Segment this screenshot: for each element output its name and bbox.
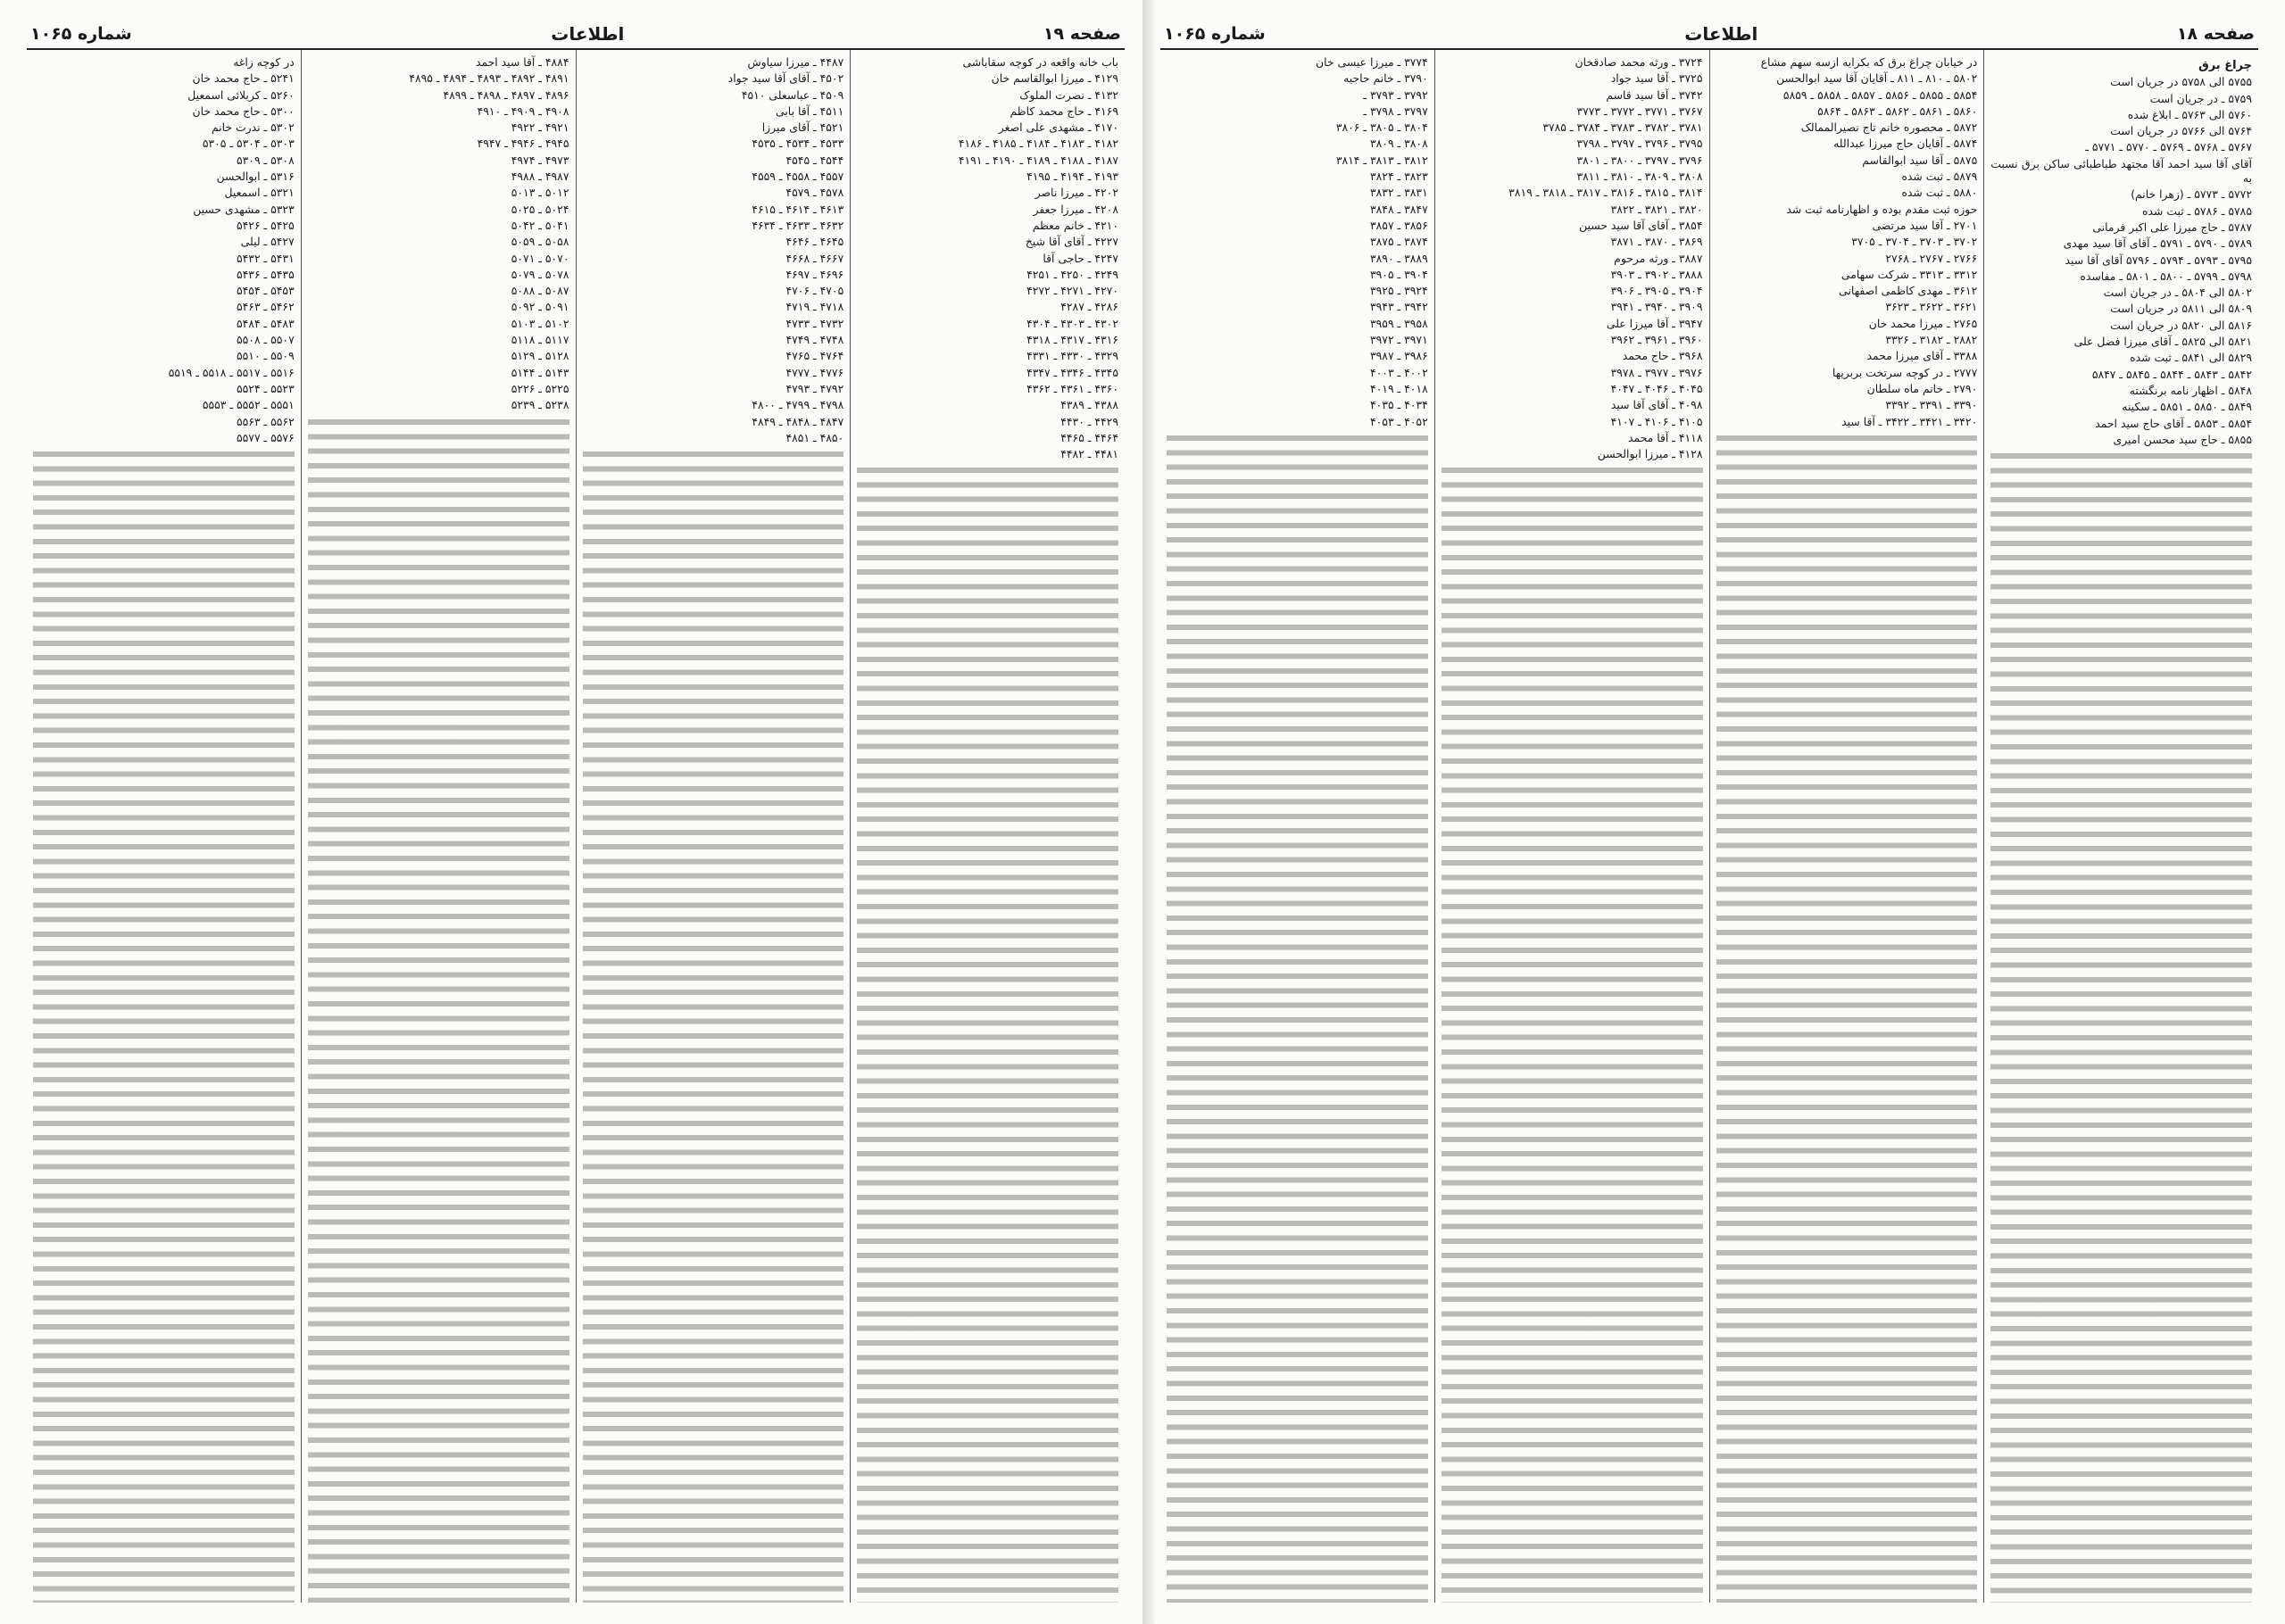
- registry-entry: ۵۸۶۰ ـ ۵۸۶۱ ـ ۵۸۶۲ ـ ۵۸۶۳ ـ ۵۸۶۴: [1817, 104, 1978, 118]
- left-page-header: [27, 20, 1125, 50]
- registry-entry: ۴۳۲۹ ـ ۴۳۳۰ ـ ۴۳۳۱: [1026, 349, 1118, 363]
- registry-entry: ۵۸۷۴ ـ آقایان حاج میرزا عبدالله: [1833, 137, 1978, 151]
- registry-entry: ۳۸۵۶ ـ ۳۸۵۷: [1369, 218, 1428, 232]
- registry-entry: ۵۷۶۴ الی ۵۷۶۶ در جریان است: [2110, 124, 2252, 138]
- registry-entry: ۴۳۸۸ ـ ۴۳۸۹: [1060, 398, 1118, 412]
- registry-entry: ۵۱۲۸ ـ ۵۱۲۹: [511, 349, 569, 363]
- registry-entry: ۴۱۳۲ ـ نصرت الملوک: [1019, 87, 1118, 102]
- registry-entry: ۲۸۸۲ ـ ۳۱۸۲ ـ ۳۳۲۶: [1885, 333, 1978, 347]
- registry-entry: ۴۷۰۵ ـ ۴۷۰۶: [785, 284, 844, 298]
- registry-entry: ۵۳۰۳ ـ ۵۳۰۴ ـ ۵۳۰۵: [202, 137, 295, 151]
- registry-entry: ۴۷۳۲ ـ ۴۷۳۳: [785, 316, 844, 330]
- registry-entry: ۵۸۸۰ ـ ثبت شده: [1901, 186, 1978, 200]
- right-page-title: اطلاعات: [1684, 23, 1758, 45]
- registry-entry: ۵۸۰۲ الی ۵۸۰۴ ـ در جریان است: [2103, 286, 2252, 300]
- registry-entry: ۳۸۳۱ ـ ۳۸۳۲: [1369, 186, 1428, 200]
- registry-entry: ۳۸۵۴ ـ آقای آقا سید حسین: [1579, 218, 1703, 232]
- registry-entry: ۲۷۶۶ ـ ۲۷۶۷ ـ ۲۷۶۸: [1885, 251, 1978, 265]
- registry-entry: ۴۷۹۲ ـ ۴۷۹۳: [785, 381, 844, 395]
- right-page-issue: شماره ۱۰۶۵: [1164, 24, 1266, 44]
- registry-entry: ۲۷۷۷ ـ در کوچه سرتخت بربریها: [1832, 365, 1978, 379]
- registry-entry: ۳۷۸۱ ـ ۳۷۸۲ ـ ۳۷۸۳ ـ ۳۷۸۴ ـ ۳۷۸۵: [1542, 120, 1703, 135]
- dense-text-block: [1167, 431, 1428, 1603]
- registry-entry: ۵۸۷۹ ـ ثبت شده: [1901, 170, 1978, 184]
- right-page-columns: [1160, 50, 2258, 1603]
- registry-entry: ۴۱۸۷ ـ ۴۱۸۸ ـ ۴۱۸۹ ـ ۴۱۹۰ ـ ۴۱۹۱: [958, 153, 1118, 167]
- registry-entry: ۳۸۲۳ ـ ۳۸۲۴: [1369, 170, 1428, 184]
- registry-entry: ۳۸۱۴ ـ ۳۸۱۵ ـ ۳۸۱۶ ـ ۳۸۱۷ ـ ۳۸۱۸ ـ ۳۸۱۹: [1508, 186, 1703, 200]
- registry-entry: ۵۰۱۲ ـ ۵۰۱۳: [511, 186, 569, 200]
- registry-entry: ۵۵۶۲ ـ ۵۵۶۳: [236, 414, 295, 428]
- registry-entry: ۵۲۲۵ ـ ۵۲۲۶: [511, 381, 569, 395]
- registry-entry: ۵۸۰۲ ـ ۸۱۰ ـ ۸۱۱ ـ آقایان آقا سید ابوالحسن: [1776, 71, 1978, 86]
- registry-entry: ۵۳۱۶ ـ ابوالحسن: [216, 170, 295, 184]
- registry-entry: ۴۵۰۲ ـ آقای آقا سید جواد: [727, 71, 844, 86]
- registry-entry: ۵۵۲۳ ـ ۵۵۲۴: [236, 381, 295, 395]
- registry-entry: ۲۷۰۱ ـ آقا سید مرتضی: [1872, 218, 1978, 232]
- registry-entry: در کوچه زاغه: [233, 55, 295, 69]
- dense-text-block: [1990, 449, 2252, 1603]
- registry-entry: ۴۹۴۵ ـ ۴۹۴۶ ـ ۴۹۴۷: [477, 137, 569, 151]
- registry-entry: ۴۶۶۷ ـ ۴۶۶۸: [785, 251, 844, 265]
- registry-entry: ۵۸۴۹ ـ ۵۸۵۰ ـ ۵۸۵۱ ـ سکینه: [2122, 400, 2252, 414]
- registry-entry: ۴۸۵۰ ـ ۴۸۵۱: [785, 430, 844, 444]
- registry-entry: ۴۵۳۳ ـ ۴۵۳۴ ـ ۴۵۳۵: [752, 137, 844, 151]
- registry-entry: ۴۸۹۶ ـ ۴۸۹۷ ـ ۴۸۹۸ ـ ۴۸۹۹: [443, 87, 569, 102]
- registry-entry: ۵۷۹۵ ـ ۵۷۹۳ ـ ۵۷۹۴ ـ ۵۷۹۶ آقای آقا سید: [2065, 253, 2252, 267]
- registry-entry: ۵۸۱۶ الی ۵۸۲۰ در جریان است: [2110, 318, 2252, 332]
- dense-text-block: [1716, 431, 1978, 1603]
- registry-entry: ۴۲۱۰ ـ خانم معظم: [1032, 218, 1118, 232]
- registry-entry: ۵۵۷۶ ـ ۵۵۷۷: [236, 430, 295, 444]
- registry-entry: ۵۳۰۰ ـ حاج محمد خان: [192, 104, 295, 118]
- registry-entry: ۵۸۵۴ ـ ۵۸۵۵ ـ ۵۸۵۶ ـ ۵۸۵۷ ـ ۵۸۵۸ ـ ۵۸۵۹: [1782, 87, 1978, 102]
- registry-entry: ۴۸۹۱ ـ ۴۸۹۲ ـ ۴۸۹۳ ـ ۴۸۹۴ ـ ۴۸۹۵: [409, 71, 569, 86]
- registry-entry: ۴۶۱۳ ـ ۴۶۱۴ ـ ۴۶۱۵: [752, 202, 844, 216]
- registry-entry: ۳۷۷۴ ـ میرزا عیسی خان: [1316, 55, 1428, 69]
- registry-entry: حوزه ثبت مقدم بوده و اظهارنامه ثبت شد: [1786, 202, 1978, 216]
- dense-text-block: [308, 415, 569, 1603]
- registry-entry: ۴۴۲۹ ـ ۴۴۳۰: [1060, 414, 1118, 428]
- registry-entry: ۴۰۱۸ ـ ۴۰۱۹: [1369, 381, 1428, 395]
- registry-entry: ۴۲۲۷ ـ آقای آقا شیخ: [1025, 235, 1118, 249]
- registry-entry: ۳۹۴۲ ـ ۳۹۴۳: [1369, 300, 1428, 314]
- registry-entry: ۲۷۶۵ ـ میرزا محمد خان: [1868, 316, 1978, 330]
- registry-entry: ۳۷۲۴ ـ ورثه محمد صادقخان: [1575, 55, 1703, 69]
- registry-entry: ۵۷۸۵ ـ ۵۷۸۶ ـ ثبت شده: [2142, 203, 2252, 218]
- registry-entry: ۴۵۲۱ ـ آقای میرزا: [761, 120, 844, 135]
- registry-entry: ۵۰۹۱ ـ ۵۰۹۲: [511, 300, 569, 314]
- registry-entry: ۵۵۵۱ ـ ۵۵۵۲ ـ ۵۵۵۳: [202, 398, 295, 412]
- registry-entry: ۴۵۱۱ ـ آقا بابی: [776, 104, 844, 118]
- registry-entry: ۴۹۷۳ ـ ۴۹۷۴: [511, 153, 569, 167]
- registry-entry: ۴۴۸۷ ـ میرزا سیاوش: [747, 55, 844, 69]
- registry-entry: ۵۴۳۵ ـ ۵۴۳۶: [236, 267, 295, 281]
- registry-entry: ۳۷۹۵ ـ ۳۷۹۶ ـ ۳۷۹۷ ـ ۳۷۹۸: [1576, 137, 1703, 151]
- registry-entry: در خیابان چراغ برق که بکرایه ازسه سهم مشاع: [1760, 55, 1978, 69]
- registry-entry: ۵۷۷۲ ـ ۵۷۷۳ ـ (زهرا خانم): [2131, 187, 2252, 202]
- registry-entry: ۳۹۰۴ ـ ۳۹۰۵: [1369, 267, 1428, 281]
- registry-entry: ۵۸۴۲ ـ ۵۸۴۳ ـ ۵۸۴۴ ـ ۵۸۴۵ ـ ۵۸۴۷: [2091, 367, 2252, 381]
- registry-entry: ۳۸۰۸ ـ ۳۸۰۹ ـ ۳۸۱۰ ـ ۳۸۱۱: [1576, 170, 1703, 184]
- registry-entry: ۵۳۰۲ ـ ندرت خانم: [211, 120, 295, 135]
- registry-entry: ۵۴۳۱ ـ ۵۴۳۲: [236, 251, 295, 265]
- registry-entry: ۵۸۲۱ الی ۵۸۲۵ ـ آقای میرزا فضل علی: [2073, 335, 2252, 349]
- registry-entry: ۳۸۷۴ ـ ۳۸۷۵: [1369, 235, 1428, 249]
- registry-entry: ۴۰۴۵ ـ ۴۰۴۶ ـ ۴۰۴۷: [1610, 381, 1703, 395]
- registry-entry: ۵۴۶۲ ـ ۵۴۶۳: [236, 300, 295, 314]
- registry-entry: ۵۷۵۵ الی ۵۷۵۸ در جریان است: [2110, 75, 2252, 89]
- registry-entry: آقای آقا سید احمد آقا مجتهد طباطبائی ساکن برق نسبت به: [1990, 156, 2252, 186]
- registry-entry: ۵۳۲۳ ـ مشهدی حسین: [193, 202, 295, 216]
- registry-entry: ۳۸۸۷ ـ ورثه مرحوم: [1614, 251, 1703, 265]
- registry-entry: ۳۳۹۰ ـ ۳۳۹۱ ـ ۳۳۹۲: [1885, 398, 1978, 412]
- registry-entry: ۵۳۰۸ ـ ۵۳۰۹: [236, 153, 295, 167]
- right-page-header: [1160, 20, 2258, 50]
- dense-text-block: [1442, 463, 1703, 1603]
- text-column: [1160, 50, 1434, 1603]
- text-column: [301, 50, 576, 1603]
- registry-entry: ۴۷۴۸ ـ ۴۷۴۹: [785, 333, 844, 347]
- registry-entry: ۳۸۶۹ ـ ۳۸۷۰ ـ ۳۸۷۱: [1610, 235, 1703, 249]
- registry-entry: ۵۵۰۹ ـ ۵۵۱۰: [236, 349, 295, 363]
- registry-entry: ۴۷۶۴ ـ ۴۷۶۵: [785, 349, 844, 363]
- registry-entry: ۴۳۶۰ ـ ۴۳۶۱ ـ ۴۳۶۲: [1026, 381, 1118, 395]
- registry-entry: ۳۸۱۲ ـ ۳۸۱۳ ـ ۳۸۱۴: [1335, 153, 1428, 167]
- right-page: [1142, 0, 2285, 1624]
- registry-entry: ۴۱۱۸ ـ آقا محمد: [1627, 430, 1703, 444]
- registry-entry: ۴۲۰۲ ـ میرزا ناصر: [1034, 186, 1118, 200]
- registry-entry: ۲۷۹۰ ـ خانم ماه سلطان: [1866, 381, 1978, 395]
- registry-entry: ۳۷۲۵ ـ آقا سید جواد: [1610, 71, 1703, 86]
- registry-entry: ۳۹۴۷ ـ آقا میرزا علی: [1606, 316, 1703, 330]
- registry-entry: ۵۰۷۰ ـ ۵۰۷۱: [511, 251, 569, 265]
- text-column: [1709, 50, 1984, 1603]
- registry-entry: ۴۷۹۸ ـ ۴۷۹۹ ـ ۴۸۰۰: [752, 398, 844, 412]
- registry-entry: ۵۸۲۹ الی ۵۸۴۱ ـ ثبت شده: [2130, 351, 2252, 365]
- registry-entry: ۵۷۶۷ ـ ۵۷۶۸ ـ ۵۷۶۹ ـ ۵۷۷۰ ـ ۵۷۷۱ ـ: [2085, 140, 2252, 154]
- registry-entry: ۴۱۲۹ ـ میرزا ابوالقاسم خان: [991, 71, 1118, 86]
- registry-entry: ۴۴۸۱ ـ ۴۴۸۲: [1060, 447, 1118, 461]
- registry-entry: ۴۶۳۲ ـ ۴۶۳۳ ـ ۴۶۳۴: [752, 218, 844, 232]
- registry-entry: ۳۷۹۰ ـ خانم حاجیه: [1343, 71, 1428, 86]
- registry-entry: ۳۸۰۴ ـ ۳۸۰۵ ـ ۳۸۰۶: [1335, 120, 1428, 135]
- registry-entry: ۳۶۲۱ ـ ۳۶۲۲ ـ ۳۶۲۳: [1885, 300, 1978, 314]
- registry-entry: ۴۹۲۱ ـ ۴۹۲۲: [511, 120, 569, 135]
- registry-entry: ۴۲۰۸ ـ میرزا جعفر: [1033, 202, 1118, 216]
- registry-entry: ۴۲۴۹ ـ ۴۲۵۰ ـ ۴۲۵۱: [1026, 267, 1118, 281]
- registry-entry: ۵۷۹۸ ـ ۵۷۹۹ ـ ۵۸۰۰ ـ ۵۸۰۱ ـ مفاسده: [2080, 269, 2252, 283]
- registry-entry: ۳۸۲۰ ـ ۳۸۲۱ ـ ۳۸۲۲: [1610, 202, 1703, 216]
- registry-entry: ۵۰۷۸ ـ ۵۰۷۹: [511, 267, 569, 281]
- registry-entry: ۴۰۰۲ ـ ۴۰۰۳: [1369, 365, 1428, 379]
- registry-entry: ۳۷۹۲ ـ ۳۷۹۳ ـ: [1363, 87, 1428, 102]
- registry-entry: ۵۱۴۳ ـ ۵۱۴۴: [511, 365, 569, 379]
- registry-entry: ۳۹۶۸ ـ حاج محمد: [1622, 349, 1703, 363]
- registry-entry: ۴۳۰۲ ـ ۴۳۰۳ ـ ۴۳۰۴: [1026, 316, 1118, 330]
- registry-entry: ۴۲۷۰ ـ ۴۲۷۱ ـ ۴۲۷۲: [1026, 284, 1118, 298]
- registry-entry: ۵۸۷۵ ـ آقا سید ابوالقاسم: [1862, 153, 1978, 167]
- registry-entry: ۴۸۴۷ ـ ۴۸۴۸ ـ ۴۸۴۹: [752, 414, 844, 428]
- registry-entry: ۴۴۶۴ ـ ۴۴۶۵: [1060, 430, 1118, 444]
- registry-entry: ۵۸۰۹ الی ۵۸۱۱ در جریان است: [2110, 302, 2252, 316]
- registry-entry: ۳۴۲۰ ـ ۳۴۲۱ ـ ۳۴۲۲ ـ آقا سید: [1841, 414, 1978, 428]
- registry-entry: ۳۸۰۸ ـ ۳۸۰۹: [1369, 137, 1428, 151]
- text-column: [1983, 50, 2258, 1603]
- registry-entry: ۳۸۴۷ ـ ۳۸۴۸: [1369, 202, 1428, 216]
- registry-entry: ۴۹۸۷ ـ ۴۹۸۸: [511, 170, 569, 184]
- registry-entry: ۵۰۸۷ ـ ۵۰۸۸: [511, 284, 569, 298]
- registry-entry: ۴۵۷۸ ـ ۴۵۷۹: [785, 186, 844, 200]
- registry-entry: ۵۸۵۴ ـ ۵۸۵۳ ـ آقای حاج سید احمد: [2095, 416, 2252, 430]
- registry-entry: ۳۹۰۹ ـ ۳۹۴۰ ـ ۳۹۴۱: [1610, 300, 1703, 314]
- registry-entry: ۳۷۶۷ ـ ۳۷۷۱ ـ ۳۷۷۲ ـ ۳۷۷۳: [1576, 104, 1703, 118]
- registry-entry: ۳۹۲۴ ـ ۳۹۲۵: [1369, 284, 1428, 298]
- dense-text-block: [33, 447, 295, 1603]
- registry-entry: ۵۱۱۷ ـ ۵۱۱۸: [511, 333, 569, 347]
- registry-entry: ۵۸۷۲ ـ محصوره خانم تاج نصیرالممالک: [1800, 120, 1978, 135]
- registry-entry: ۴۱۷۰ ـ مشهدی علی اصغر: [998, 120, 1118, 135]
- registry-entry: ۵۰۵۸ ـ ۵۰۵۹: [511, 235, 569, 249]
- text-column: [850, 50, 1125, 1603]
- registry-entry: ۴۲۸۶ ـ ۴۲۸۷: [1060, 300, 1118, 314]
- registry-entry: ۳۹۷۱ ـ ۳۹۷۲: [1369, 333, 1428, 347]
- registry-entry: باب خانه واقعه در کوچه سقاباشی: [962, 55, 1118, 69]
- registry-entry: ۵۲۳۸ ـ ۵۲۳۹: [511, 398, 569, 412]
- registry-entry: ۳۷۴۲ ـ آقا سید قاسم: [1606, 87, 1703, 102]
- registry-entry: ۳۷۹۷ ـ ۳۷۹۸ ـ: [1363, 104, 1428, 118]
- left-page-number: صفحه ۱۹: [1043, 24, 1121, 44]
- registry-entry: ۳۸۸۸ ـ ۳۹۰۲ ـ ۳۹۰۳: [1610, 267, 1703, 281]
- registry-entry: ۳۹۰۴ ـ ۳۹۰۵ ـ ۳۹۰۶: [1610, 284, 1703, 298]
- registry-entry: ۵۲۶۰ ـ کربلائی اسمعیل: [187, 87, 295, 102]
- registry-entry: ۵۲۴۱ ـ حاج محمد خان: [192, 71, 295, 86]
- registry-entry: ۴۰۵۲ ـ ۴۰۵۳: [1369, 414, 1428, 428]
- text-column: [27, 50, 301, 1603]
- registry-entry: ۴۸۸۴ ـ آقا سید احمد: [475, 55, 569, 69]
- registry-entry: ۳۹۸۶ ـ ۳۹۸۷: [1369, 349, 1428, 363]
- registry-entry: ۴۱۲۸ ـ میرزا ابوالحسن: [1597, 447, 1703, 461]
- registry-entry: ۴۷۷۶ ـ ۴۷۷۷: [785, 365, 844, 379]
- dense-text-block: [583, 447, 844, 1603]
- registry-entry: ۵۴۵۳ ـ ۵۴۵۴: [236, 284, 295, 298]
- registry-entry: ۴۵۴۴ ـ ۴۵۴۵: [785, 153, 844, 167]
- registry-entry: ۵۷۸۹ ـ ۵۷۹۰ ـ ۵۷۹۱ ـ آقای آقا سید مهدی: [2063, 236, 2252, 251]
- registry-entry: ۵۷۵۹ ـ در جریان است: [2149, 91, 2252, 105]
- right-page-number: صفحه ۱۸: [2176, 24, 2255, 44]
- registry-entry: ۵۳۲۱ ـ اسمعیل: [224, 186, 295, 200]
- left-page-issue: شماره ۱۰۶۵: [30, 24, 132, 44]
- text-column: [576, 50, 851, 1603]
- registry-entry: ۴۰۳۴ ـ ۴۰۳۵: [1369, 398, 1428, 412]
- registry-entry: ۳۹۷۶ ـ ۳۹۷۷ ـ ۳۹۷۸: [1610, 365, 1703, 379]
- registry-entry: ۴۷۱۸ ـ ۴۷۱۹: [785, 300, 844, 314]
- registry-entry: ۵۴۸۳ ـ ۵۴۸۴: [236, 316, 295, 330]
- registry-entry: ۴۳۴۵ ـ ۴۳۴۶ ـ ۴۳۴۷: [1026, 365, 1118, 379]
- registry-entry: ۵۷۶۰ الی ۵۷۶۳ ـ ابلاغ شده: [2127, 107, 2252, 121]
- registry-entry: ۴۱۹۳ ـ ۴۱۹۴ ـ ۴۱۹۵: [1026, 170, 1118, 184]
- registry-entry: ۳۳۸۸ ـ آقای میرزا محمد: [1866, 349, 1978, 363]
- registry-entry: ۳۶۱۲ ـ مهدی کاظمی اصفهانی: [1839, 284, 1978, 298]
- registry-entry: ۳۹۶۰ ـ ۳۹۶۱ ـ ۳۹۶۲: [1610, 333, 1703, 347]
- registry-entry: ۴۶۴۵ ـ ۴۶۴۶: [785, 235, 844, 249]
- registry-entry: ۴۵۵۷ ـ ۴۵۵۸ ـ ۴۵۵۹: [752, 170, 844, 184]
- left-page: [0, 0, 1142, 1624]
- registry-entry: ۵۴۲۷ ـ لیلی: [240, 235, 295, 249]
- registry-entry: ۵۱۰۲ ـ ۵۱۰۳: [511, 316, 569, 330]
- registry-entry: ۵۴۲۵ ـ ۵۴۲۶: [236, 218, 295, 232]
- text-column: [1434, 50, 1709, 1603]
- registry-entry: ۵۸۴۸ ـ اظهار نامه برنگشته: [2129, 383, 2252, 397]
- registry-entry: ۴۶۹۶ ـ ۴۶۹۷: [785, 267, 844, 281]
- registry-entry: ۳۹۵۸ ـ ۳۹۵۹: [1369, 316, 1428, 330]
- registry-entry: ۵۵۰۷ ـ ۵۵۰۸: [236, 333, 295, 347]
- registry-entry: ۳۸۸۹ ـ ۳۸۹۰: [1369, 251, 1428, 265]
- column-heading: چراغ برق: [2198, 59, 2252, 72]
- registry-entry: ۴۱۶۹ ـ حاج محمد کاظم: [1010, 104, 1118, 118]
- registry-entry: ۵۵۱۶ ـ ۵۵۱۷ ـ ۵۵۱۸ ـ ۵۵۱۹: [168, 365, 295, 379]
- left-page-columns: [27, 50, 1125, 1603]
- registry-entry: ۴۳۱۶ ـ ۴۳۱۷ ـ ۴۳۱۸: [1026, 333, 1118, 347]
- registry-entry: ۳۳۱۲ ـ ۳۳۱۳ ـ شرکت سهامی: [1840, 267, 1978, 281]
- registry-entry: ۵۷۸۷ ـ حاج میرزا علی اکبر فرمانی: [2092, 220, 2252, 234]
- registry-entry: ۴۹۰۸ ـ ۴۹۰۹ ـ ۴۹۱۰: [477, 104, 569, 118]
- registry-entry: ۵۰۲۴ ـ ۵۰۲۵: [511, 202, 569, 216]
- left-page-title: اطلاعات: [551, 23, 625, 45]
- dense-text-block: [857, 463, 1118, 1603]
- registry-entry: ۴۵۰۹ ـ عباسعلی ۴۵۱۰: [741, 87, 844, 102]
- registry-entry: ۴۱۸۲ ـ ۴۱۸۳ ـ ۴۱۸۴ ـ ۴۱۸۵ ـ ۴۱۸۶: [958, 137, 1118, 151]
- registry-entry: ۴۰۹۸ ـ آقای آقا سید: [1610, 398, 1703, 412]
- registry-entry: ۵۸۵۵ ـ حاج سید محسن امیری: [2113, 432, 2252, 446]
- registry-entry: ۴۲۴۷ ـ حاجی آقا: [1043, 251, 1118, 265]
- registry-entry: ۵۰۴۱ ـ ۵۰۴۲: [511, 218, 569, 232]
- registry-entry: ۳۷۹۶ ـ ۳۷۹۷ ـ ۳۸۰۰ ـ ۳۸۰۱: [1576, 153, 1703, 167]
- registry-entry: ۳۷۰۲ ـ ۳۷۰۳ ـ ۳۷۰۴ ـ ۳۷۰۵: [1851, 235, 1978, 249]
- registry-entry: ۴۱۰۵ ـ ۴۱۰۶ ـ ۴۱۰۷: [1610, 414, 1703, 428]
